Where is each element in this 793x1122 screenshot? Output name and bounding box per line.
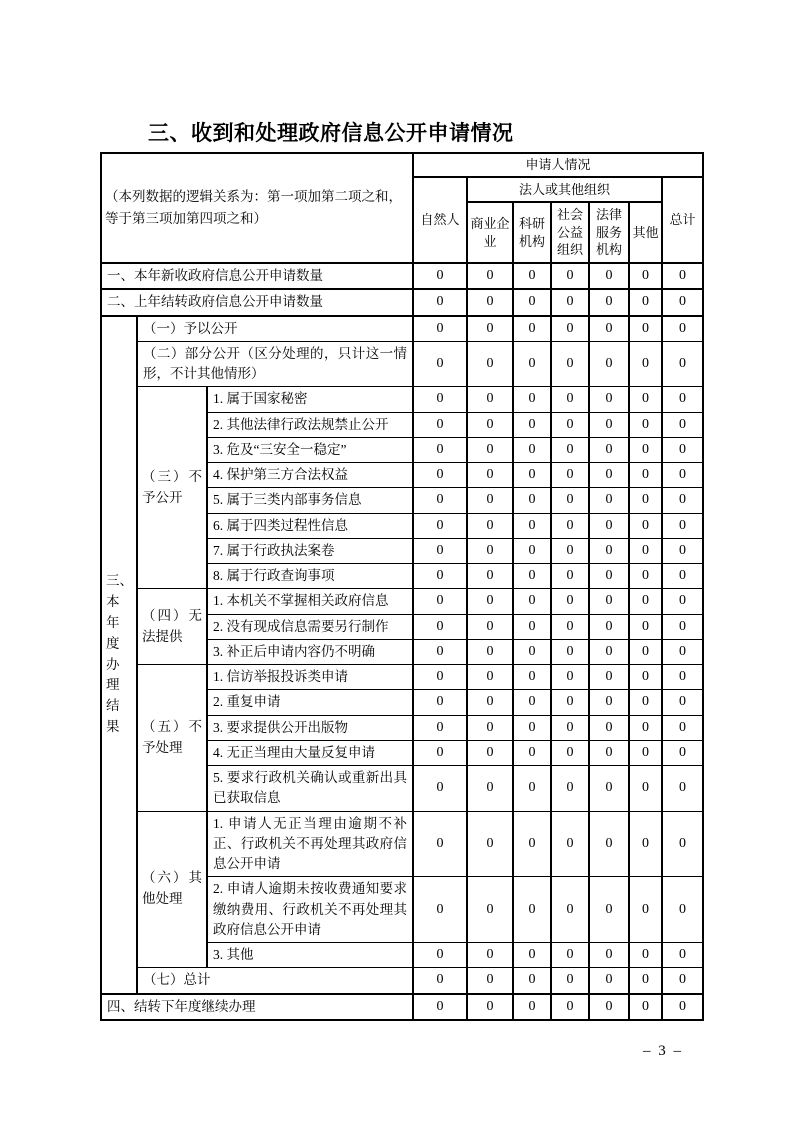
value-cell: 0 [513, 639, 551, 664]
value-cell: 0 [662, 564, 703, 589]
value-cell: 0 [589, 538, 629, 563]
value-cell: 0 [467, 387, 513, 412]
value-cell: 0 [413, 877, 467, 943]
value-cell: 0 [413, 263, 467, 289]
col-header-legal-service: 法律服务机构 [589, 202, 629, 263]
value-cell: 0 [467, 341, 513, 387]
group-label: （五）不予处理 [137, 665, 207, 812]
row-label: 4. 保护第三方合法权益 [207, 463, 413, 488]
value-cell: 0 [629, 877, 662, 943]
value-cell: 0 [467, 412, 513, 437]
value-cell: 0 [513, 263, 551, 289]
row-label: 8. 属于行政查询事项 [207, 564, 413, 589]
value-cell: 0 [551, 488, 589, 513]
value-cell: 0 [467, 811, 513, 877]
value-cell: 0 [662, 263, 703, 289]
value-cell: 0 [662, 811, 703, 877]
value-cell: 0 [513, 766, 551, 812]
value-cell: 0 [551, 289, 589, 315]
value-cell: 0 [413, 412, 467, 437]
value-cell: 0 [662, 289, 703, 315]
value-cell: 0 [413, 387, 467, 412]
value-cell: 0 [589, 263, 629, 289]
row-label: （二）部分公开（区分处理的，只计这一情形，不计其他情形） [137, 341, 413, 387]
value-cell: 0 [662, 387, 703, 412]
value-cell: 0 [589, 341, 629, 387]
row-label: 2. 申请人逾期未按收费通知要求缴纳费用、行政机关不再处理其政府信息公开申请 [207, 877, 413, 943]
value-cell: 0 [662, 341, 703, 387]
value-cell: 0 [413, 994, 467, 1020]
col-header-applicant: 申请人情况 [413, 153, 703, 177]
value-cell: 0 [589, 715, 629, 740]
value-cell: 0 [629, 740, 662, 765]
value-cell: 0 [413, 341, 467, 387]
value-cell: 0 [551, 715, 589, 740]
value-cell: 0 [589, 665, 629, 690]
value-cell: 0 [662, 968, 703, 994]
value-cell: 0 [413, 289, 467, 315]
value-cell: 0 [629, 589, 662, 614]
value-cell: 0 [629, 665, 662, 690]
value-cell: 0 [513, 316, 551, 342]
value-cell: 0 [413, 639, 467, 664]
value-cell: 0 [413, 614, 467, 639]
value-cell: 0 [629, 639, 662, 664]
value-cell: 0 [551, 740, 589, 765]
value-cell: 0 [513, 437, 551, 462]
value-cell: 0 [513, 665, 551, 690]
value-cell: 0 [589, 488, 629, 513]
value-cell: 0 [413, 968, 467, 994]
value-cell: 0 [413, 513, 467, 538]
table-row [101, 263, 703, 289]
table-row [101, 968, 703, 994]
value-cell: 0 [589, 766, 629, 812]
value-cell: 0 [662, 538, 703, 563]
value-cell: 0 [589, 614, 629, 639]
value-cell: 0 [513, 564, 551, 589]
value-cell: 0 [467, 614, 513, 639]
value-cell: 0 [589, 513, 629, 538]
value-cell: 0 [413, 488, 467, 513]
value-cell: 0 [467, 538, 513, 563]
value-cell: 0 [467, 463, 513, 488]
value-cell: 0 [589, 412, 629, 437]
value-cell: 0 [413, 715, 467, 740]
value-cell: 0 [513, 877, 551, 943]
table-row [101, 811, 703, 877]
value-cell: 0 [629, 943, 662, 968]
table-note: （本列数据的逻辑关系为：第一项加第二项之和，等于第三项加第四项之和） [101, 153, 413, 263]
table-row [101, 994, 703, 1020]
col-header-other: 其他 [629, 202, 662, 263]
value-cell: 0 [551, 437, 589, 462]
value-cell: 0 [467, 263, 513, 289]
value-cell: 0 [467, 589, 513, 614]
value-cell: 0 [413, 740, 467, 765]
value-cell: 0 [629, 766, 662, 812]
value-cell: 0 [551, 943, 589, 968]
value-cell: 0 [513, 289, 551, 315]
value-cell: 0 [551, 877, 589, 943]
value-cell: 0 [629, 690, 662, 715]
row-label: 2. 重复申请 [207, 690, 413, 715]
value-cell: 0 [551, 811, 589, 877]
application-stats-table [100, 152, 704, 1021]
value-cell: 0 [662, 589, 703, 614]
value-cell: 0 [513, 538, 551, 563]
value-cell: 0 [589, 994, 629, 1020]
table-row [101, 387, 703, 412]
value-cell: 0 [513, 387, 551, 412]
value-cell: 0 [629, 538, 662, 563]
value-cell: 0 [551, 263, 589, 289]
value-cell: 0 [467, 877, 513, 943]
value-cell: 0 [513, 968, 551, 994]
value-cell: 0 [629, 437, 662, 462]
table-row [101, 316, 703, 342]
value-cell: 0 [629, 289, 662, 315]
value-cell: 0 [589, 564, 629, 589]
row-label: 1. 信访举报投诉类申请 [207, 665, 413, 690]
value-cell: 0 [629, 463, 662, 488]
value-cell: 0 [467, 639, 513, 664]
value-cell: 0 [467, 665, 513, 690]
value-cell: 0 [629, 316, 662, 342]
value-cell: 0 [413, 766, 467, 812]
value-cell: 0 [551, 994, 589, 1020]
value-cell: 0 [513, 341, 551, 387]
row-label: 3. 要求提供公开出版物 [207, 715, 413, 740]
value-cell: 0 [662, 639, 703, 664]
table-row [101, 341, 703, 387]
value-cell: 0 [551, 538, 589, 563]
row-label: 2. 没有现成信息需要另行制作 [207, 614, 413, 639]
row-label: （一）予以公开 [137, 316, 413, 342]
value-cell: 0 [589, 943, 629, 968]
table-row [101, 665, 703, 690]
value-cell: 0 [467, 690, 513, 715]
row-label: 2. 其他法律行政法规禁止公开 [207, 412, 413, 437]
col-header-natural-person: 自然人 [413, 177, 467, 263]
value-cell: 0 [629, 564, 662, 589]
value-cell: 0 [551, 589, 589, 614]
section-label: 三、本年度办理结果 [101, 316, 137, 994]
value-cell: 0 [467, 289, 513, 315]
value-cell: 0 [662, 412, 703, 437]
value-cell: 0 [513, 994, 551, 1020]
value-cell: 0 [551, 513, 589, 538]
value-cell: 0 [662, 316, 703, 342]
value-cell: 0 [662, 943, 703, 968]
value-cell: 0 [513, 740, 551, 765]
value-cell: 0 [662, 766, 703, 812]
col-header-legal-org: 法人或其他组织 [467, 177, 662, 202]
value-cell: 0 [589, 968, 629, 994]
value-cell: 0 [513, 690, 551, 715]
row-label: 5. 属于三类内部事务信息 [207, 488, 413, 513]
value-cell: 0 [662, 877, 703, 943]
col-header-total: 总计 [662, 177, 703, 263]
row-label: 3. 其他 [207, 943, 413, 968]
value-cell: 0 [513, 811, 551, 877]
value-cell: 0 [413, 538, 467, 563]
value-cell: 0 [662, 437, 703, 462]
value-cell: 0 [551, 614, 589, 639]
value-cell: 0 [551, 316, 589, 342]
value-cell: 0 [413, 811, 467, 877]
col-header-commercial: 商业企业 [467, 202, 513, 263]
value-cell: 0 [662, 994, 703, 1020]
row-label: 3. 补正后申请内容仍不明确 [207, 639, 413, 664]
value-cell: 0 [513, 513, 551, 538]
value-cell: 0 [413, 564, 467, 589]
value-cell: 0 [589, 877, 629, 943]
value-cell: 0 [589, 289, 629, 315]
value-cell: 0 [551, 639, 589, 664]
value-cell: 0 [551, 463, 589, 488]
table-row [101, 289, 703, 315]
value-cell: 0 [589, 387, 629, 412]
value-cell: 0 [413, 316, 467, 342]
value-cell: 0 [662, 463, 703, 488]
row-label: （七）总计 [137, 968, 413, 994]
value-cell: 0 [629, 341, 662, 387]
value-cell: 0 [467, 943, 513, 968]
value-cell: 0 [551, 690, 589, 715]
value-cell: 0 [589, 740, 629, 765]
value-cell: 0 [467, 740, 513, 765]
value-cell: 0 [589, 639, 629, 664]
value-cell: 0 [589, 316, 629, 342]
value-cell: 0 [551, 341, 589, 387]
value-cell: 0 [629, 614, 662, 639]
table-header-row [101, 153, 703, 177]
value-cell: 0 [467, 437, 513, 462]
value-cell: 0 [467, 488, 513, 513]
value-cell: 0 [589, 690, 629, 715]
value-cell: 0 [662, 715, 703, 740]
value-cell: 0 [662, 488, 703, 513]
value-cell: 0 [513, 463, 551, 488]
value-cell: 0 [629, 715, 662, 740]
value-cell: 0 [629, 513, 662, 538]
page-number: – 3 – [643, 1043, 683, 1059]
value-cell: 0 [513, 715, 551, 740]
value-cell: 0 [413, 589, 467, 614]
value-cell: 0 [513, 614, 551, 639]
value-cell: 0 [467, 968, 513, 994]
value-cell: 0 [551, 665, 589, 690]
value-cell: 0 [629, 263, 662, 289]
value-cell: 0 [513, 488, 551, 513]
value-cell: 0 [513, 589, 551, 614]
value-cell: 0 [467, 316, 513, 342]
value-cell: 0 [413, 463, 467, 488]
value-cell: 0 [662, 740, 703, 765]
col-header-research: 科研机构 [513, 202, 551, 263]
value-cell: 0 [551, 564, 589, 589]
row-label: 7. 属于行政执法案卷 [207, 538, 413, 563]
col-header-social-welfare: 社会公益组织 [551, 202, 589, 263]
value-cell: 0 [467, 766, 513, 812]
value-cell: 0 [662, 513, 703, 538]
value-cell: 0 [662, 690, 703, 715]
value-cell: 0 [589, 589, 629, 614]
group-label: （三）不予公开 [137, 387, 207, 589]
table-row [101, 589, 703, 614]
row-label: 1. 属于国家秘密 [207, 387, 413, 412]
row-label: 6. 属于四类过程性信息 [207, 513, 413, 538]
value-cell: 0 [551, 387, 589, 412]
row-label: 5. 要求行政机关确认或重新出具已获取信息 [207, 766, 413, 812]
value-cell: 0 [467, 994, 513, 1020]
row-label: 1. 申请人无正当理由逾期不补正、行政机关不再处理其政府信息公开申请 [207, 811, 413, 877]
row-label: 1. 本机关不掌握相关政府信息 [207, 589, 413, 614]
group-label: （四）无法提供 [137, 589, 207, 665]
value-cell: 0 [413, 437, 467, 462]
value-cell: 0 [662, 665, 703, 690]
value-cell: 0 [551, 766, 589, 812]
row-label: 四、结转下年度继续办理 [101, 994, 413, 1020]
value-cell: 0 [413, 943, 467, 968]
value-cell: 0 [413, 690, 467, 715]
value-cell: 0 [589, 811, 629, 877]
value-cell: 0 [589, 463, 629, 488]
value-cell: 0 [629, 994, 662, 1020]
value-cell: 0 [662, 614, 703, 639]
row-label: 4. 无正当理由大量反复申请 [207, 740, 413, 765]
value-cell: 0 [467, 715, 513, 740]
value-cell: 0 [629, 811, 662, 877]
value-cell: 0 [467, 513, 513, 538]
value-cell: 0 [589, 437, 629, 462]
value-cell: 0 [629, 387, 662, 412]
value-cell: 0 [551, 968, 589, 994]
value-cell: 0 [629, 412, 662, 437]
row-label: 3. 危及“三安全一稳定” [207, 437, 413, 462]
group-label: （六）其他处理 [137, 811, 207, 968]
value-cell: 0 [551, 412, 589, 437]
value-cell: 0 [629, 488, 662, 513]
value-cell: 0 [467, 564, 513, 589]
row-label: 一、本年新收政府信息公开申请数量 [101, 263, 413, 289]
row-label: 二、上年结转政府信息公开申请数量 [101, 289, 413, 315]
page-title: 三、收到和处理政府信息公开申请情况 [148, 122, 514, 145]
value-cell: 0 [413, 665, 467, 690]
value-cell: 0 [513, 943, 551, 968]
value-cell: 0 [629, 968, 662, 994]
value-cell: 0 [513, 412, 551, 437]
